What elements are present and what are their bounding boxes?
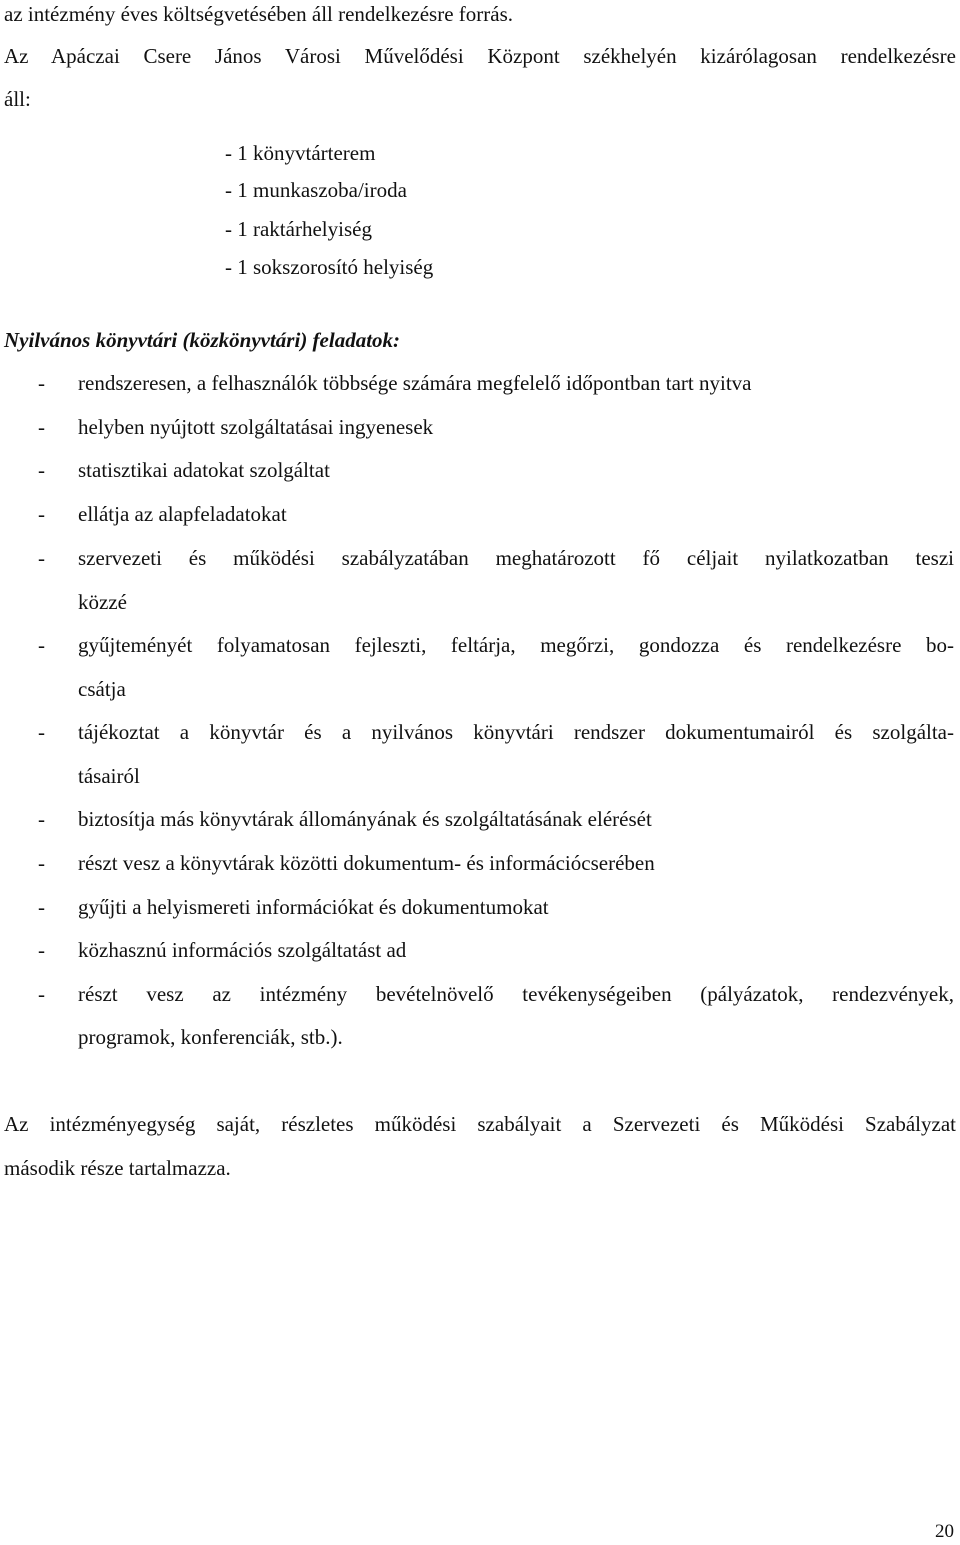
intro-paragraph-line-1: Az Apáczai Csere János Városi Művelődési Központ székhelyén kizárólagosan rendelkezésre — [4, 44, 956, 68]
task-item-continuation: tásairól — [78, 764, 140, 788]
closing-paragraph-line-1: Az intézményegység saját, részletes működési szabályait a Szervezeti és Működési Szabályzat — [4, 1112, 956, 1136]
room-item: - 1 könyvtárterem — [225, 141, 376, 165]
task-item: ellátja az alapfeladatokat — [78, 502, 287, 526]
task-item: közhasznú információs szolgáltatást ad — [78, 938, 407, 962]
list-bullet: - — [38, 371, 45, 395]
task-item: gyűjteményét folyamatosan fejleszti, feltárja, megőrzi, gondozza és rendelkezésre bo- — [78, 633, 954, 657]
list-bullet: - — [38, 938, 45, 962]
list-bullet: - — [38, 895, 45, 919]
task-item: gyűjti a helyismereti információkat és dokumentumokat — [78, 895, 549, 919]
list-bullet: - — [38, 502, 45, 526]
task-item-continuation: programok, konferenciák, stb.). — [78, 1025, 343, 1049]
list-bullet: - — [38, 633, 45, 657]
list-bullet: - — [38, 807, 45, 831]
task-item: szervezeti és működési szabályzatában meghatározott fő céljait nyilatkozatban teszi — [78, 546, 954, 570]
list-bullet: - — [38, 851, 45, 875]
task-item: statisztikai adatokat szolgáltat — [78, 458, 330, 482]
task-item: részt vesz a könyvtárak közötti dokumentum- és információcserében — [78, 851, 655, 875]
task-item: helyben nyújtott szolgáltatásai ingyenesek — [78, 415, 434, 439]
task-item: részt vesz az intézmény bevételnövelő tevékenységeiben (pályázatok, rendezvények, — [78, 982, 954, 1006]
task-item: rendszeresen, a felhasználók többsége számára megfelelő időpontban tart nyitva — [78, 371, 752, 395]
intro-paragraph-line-2: áll: — [4, 87, 31, 111]
room-item: - 1 sokszorosító helyiség — [225, 255, 434, 279]
list-bullet: - — [38, 458, 45, 482]
intro-tail: az intézmény éves költségvetésében áll rendelkezésre forrás. — [4, 2, 514, 26]
list-bullet: - — [38, 720, 45, 744]
task-item: tájékoztat a könyvtár és a nyilvános könyvtári rendszer dokumentumairól és szolgálta- — [78, 720, 954, 744]
room-item: - 1 raktárhelyiség — [225, 217, 372, 241]
task-item-continuation: csátja — [78, 677, 126, 701]
closing-paragraph-line-2: második része tartalmazza. — [4, 1156, 231, 1180]
room-item: - 1 munkaszoba/iroda — [225, 178, 407, 202]
list-bullet: - — [38, 415, 45, 439]
tasks-heading: Nyilvános könyvtári (közkönyvtári) feladatok: — [4, 328, 401, 352]
task-item-continuation: közzé — [78, 590, 127, 614]
list-bullet: - — [38, 546, 45, 570]
list-bullet: - — [38, 982, 45, 1006]
page-number: 20 — [935, 1521, 954, 1542]
task-item: biztosítja más könyvtárak állományának és szolgáltatásának elérését — [78, 807, 652, 831]
